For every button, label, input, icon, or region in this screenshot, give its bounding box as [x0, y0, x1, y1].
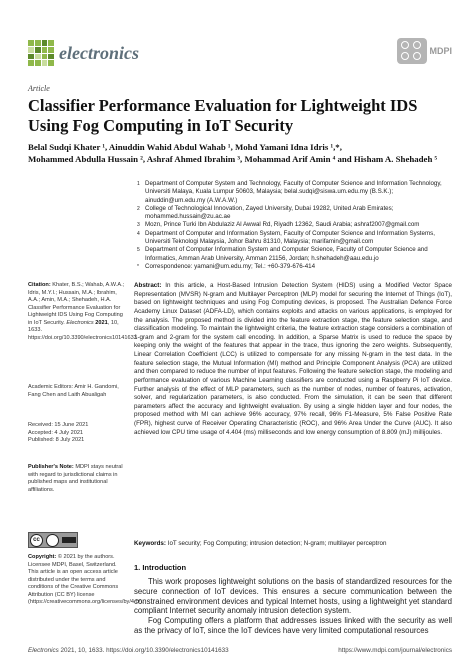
received-date: Received: 15 June 2021	[28, 422, 89, 428]
keywords	[134, 540, 452, 549]
affiliation-item: 1 Department of Computer System and Technology, Faculty of Computer Science and Information Technology, Universiti Malaya, Kuala Lumpur 50603, Malaysia; belal.sudqi@siswa.um.edu.my (B.S.K.); ainuddin@um.edu.my (A.W.A.W.)	[137, 180, 442, 204]
affiliation-item: 3 Mozn, Prince Turki Ibn Abdulaziz Al Awwal Rd, Riyadh 12362, Saudi Arabia; ashraf2007@gmail.com	[137, 221, 420, 229]
author-line-1: Belal Sudqi Khater ¹, Ainuddin Wahid Abdul Wahab ¹, Mohd Yamani Idna Idris ¹,*,	[28, 142, 342, 152]
citation-year: 2021	[95, 319, 108, 326]
citation-text: Khater, B.S.; Wahab, A.W.A.; Idris, M.Y.I.; Hussain, M.A.; Ibrahim, A.A.; Amin, M.A.; Shehadeh, H.A. Classifier Performance Evaluation for Lightweight IDS Using Fog Computing in IoT Security.	[28, 282, 125, 326]
affiliation-item: 5 Department of Computer Information System and Computer Science, Faculty of Computer Science and Informatics, Amman Arab University, Amman 21156, Jordan; h.shehadeh@aau.edu.jo	[137, 246, 428, 262]
intro-paragraph-1: This work proposes lightweight solutions on the basis of standardized resources for the secure connection of IoT devices. This ensures a secure communication between the constrained environment devices and typical Internet hosts, using a lightweight yet standard compliant Internet security anomaly intrusion detection system.	[134, 577, 452, 616]
abstract	[134, 282, 452, 437]
affiliations	[137, 180, 452, 271]
footer-doi-link[interactable]: 2021, 10, 1633. https://doi.org/10.3390/electronics10141633	[60, 647, 229, 654]
copyright	[28, 554, 144, 607]
accepted-date: Accepted: 4 July 2021	[28, 429, 84, 436]
footer-journal-url[interactable]: https://www.mdpi.com/journal/electronics	[338, 647, 452, 654]
footer-citation	[28, 647, 229, 654]
introduction-body	[134, 577, 452, 636]
citation-journal: Electronics	[66, 319, 94, 326]
mdpi-icon	[397, 38, 427, 64]
paper-title: Classifier Performance Evaluation for Lightweight IDS Using Fog Computing in IoT Security	[28, 96, 418, 135]
publisher-note-text: MDPI stays neutral with regard to jurisdictional claims in published maps and institutional affiliations.	[28, 464, 123, 493]
journal-name: electronics	[59, 42, 139, 63]
cc-by-license-badge[interactable]	[28, 532, 78, 548]
affiliation-item: 2 College of Technological Innovation, Zayed University, Dubai 19282, United Arab Emirates; mohammed.hussain@zu.ac.ae	[137, 204, 394, 221]
publisher-note	[28, 464, 126, 494]
citation-label: Citation:	[28, 282, 51, 288]
publisher-note-label: Publisher's Note:	[28, 464, 74, 470]
citation-doi[interactable]: , 10, 1633. https://doi.org/10.3390/electronics10141633	[28, 319, 137, 341]
keywords-label: Keywords:	[134, 540, 166, 547]
keywords-text: IoT security; Fog Computing; intrusion detection; N-gram; multilayer perceptron	[167, 540, 387, 547]
cc-icon: cc	[30, 534, 43, 547]
history-dates	[28, 422, 126, 445]
copyright-text: © 2021 by the authors. Licensee MDPI, Basel, Switzerland. This article is an open access article distributed under the terms and conditions of the Creative Commons Attribution (CC BY) license (https://creativecommons.org/licenses/by/4.0/).	[28, 554, 144, 606]
intro-paragraph-2: Fog Computing offers a platform that addresses issues linked with the security as well as the privacy of IoT, since the IoT devices have very limited computational resources	[134, 616, 452, 635]
correspondence: * Correspondence: yamani@um.edu.my; Tel.: +60-379-676-414	[137, 262, 316, 270]
academic-editors: Academic Editors: Amir H. Gandomi, Fang Chen and Laith Abualigah	[28, 384, 119, 398]
citation-block	[28, 282, 137, 342]
journal-grid-icon	[28, 40, 54, 66]
affiliation-item: 4 Department of Computer and Information System, Faculty of Computer Science and Information Systems, Universiti Teknologi Malaysia, Johor Bahru 81310, Malaysia; marifamin@gmail.com	[137, 229, 435, 246]
footer-journal: Electronics	[28, 647, 59, 654]
publisher-name: MDPI	[429, 46, 452, 56]
abstract-label: Abstract:	[134, 282, 162, 289]
by-label-icon	[62, 537, 76, 543]
published-date: Published: 8 July 2021	[28, 437, 85, 444]
section-heading-introduction: 1. Introduction	[134, 563, 187, 572]
by-icon	[46, 534, 59, 547]
article-type: Article	[28, 84, 50, 93]
journal-logo[interactable]	[28, 40, 139, 66]
author-list	[28, 141, 453, 165]
author-line-2: Mohammed Abdulla Hussain ², Ashraf Ahmed Ibrahim ³, Mohammad Arif Amin ⁴ and Hisham A. Shehadeh ⁵	[28, 154, 438, 164]
page-footer	[28, 647, 452, 654]
copyright-label: Copyright:	[28, 554, 57, 560]
publisher-logo[interactable]	[397, 38, 453, 64]
abstract-text: In this article, a Host-Based Intrusion Detection System (HIDS) using a Modified Vector Space Representation (MVSR) N-gram and Multilayer Perceptron (MLP) model for securing the Internet of Things (IoT), based on lightweight techniques and using Fog Computing devices, is proposed. The Australian Defence Force Academy Linux Dataset (ADFA-LD), which contains exploits and attacks on various applications, is employed for the analysis. The proposed method is divided into the feature extraction stage, the feature selection stage, and classification modeling. To maintain the lightweight criteria, the feature extraction stage considers a combination of 1-gram and 2-gram for the system call encoding. In addition, a Sparse Matrix is used to reduce the space by keeping only the weight of the features that appear in the trace, thus ignoring the zero weights. Subsequently, Linear Correlation Coefficient (LCC) is utilized to compensate for any missing N-gram in the test data. In the feature selection stage, the Mutual Information (MI) method and Principle Component Analysis (PCA) are utilized and then compared to reduce the number of input features. Following the feature selection stage, the modeling and performance evaluation of various Machine Learning classifiers are conducted using a Raspberry Pi IoT device. Further analysis of the effect of MLP parameters, such as the number of nodes, number of features, activation, solver, and regularization parameters, is also conducted. From the simulation, it can be seen that different parameters affect the accuracy and lightweight evaluation. By using a single hidden layer and four nodes, the proposed method with MI can achieve 96% accuracy, 97% recall, 96% F1-Measure, 5% False Positive Rate (FPR), highest curve of Receiver Operating Characteristic (ROC), and 96% Area Under the Curve (AUC). It also achieved low CPU time usage of 4.404 (ms) milliseconds and low energy consumption of 8.809 (mJ) millijoules.	[134, 282, 452, 436]
